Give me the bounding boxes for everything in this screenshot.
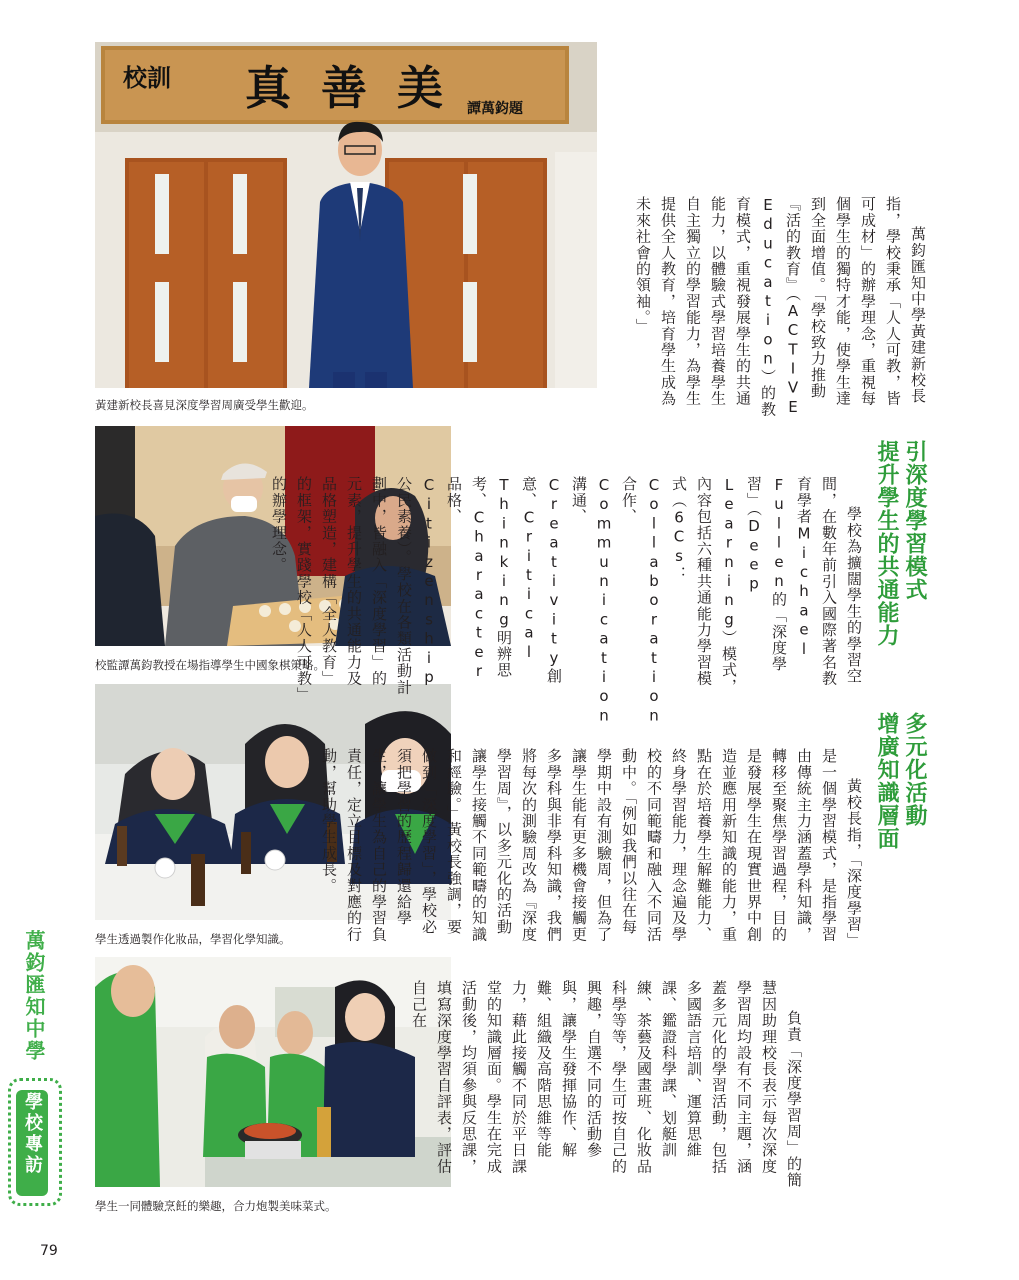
section2-heading-line1: 多元化活動 bbox=[902, 712, 927, 827]
sidebar-section-label: 學校專訪 bbox=[22, 1092, 43, 1176]
section2-paragraph: 黃校長指，「深度學習」是一個學習模式，是指學習由傳統主力涵蓋學科知識，轉移至聚焦學習過程，目的是發展學生在現實世界中創造並應用新知識的能力，重點在於培養學生解難能力、終身學習能力，理念遍及學校的不同範疇和融入不同活動中。「例如我們以往在每學期中設有測驗周，但為了讓學生能有更多機會接觸更多學科與非學科知識，我們將每次的測驗周改為『深度學習周』，以多元化的活動讓學生接觸不同範疇的知識和經驗。」黃校長強調，要做到「深度學習」，學校必須把學習的歷程歸還給學生，讓學生為自己的學習負責任，定立目標及對應的行動，幫助學生成長。 bbox=[320, 748, 863, 943]
section1-heading-line1: 引深度學習模式 bbox=[902, 440, 927, 601]
section1-body bbox=[270, 476, 866, 726]
section1-heading bbox=[872, 440, 928, 650]
section1-heading-line2: 提升學生的共通能力 bbox=[874, 440, 899, 647]
sign-motto: 校訓 bbox=[123, 63, 171, 92]
section2-paragraph-2: 負責「深度學習周」的簡慧因助理校長表示每次深度學習周均設有不同主題，涵蓋多元化的學習活動，包括多國語言培訓、運算思維課、鑑證科學課、划艇訓練、茶藝及國畫班、化妝品科學等等，學生可按自己的興趣，自選不同的活動參與，讓學生發揮協作、解難、組織及高階思維等能力，藉此接觸不同於平日課堂的知識層面。學生在完成活動後，均須參與反思課，填寫深度學習自評表，評估自己在 bbox=[410, 980, 803, 1189]
caption-chess: 校監譚萬鈞教授在場指導學生中國象棋策略。 bbox=[95, 658, 325, 672]
page-number: 79 bbox=[40, 1243, 58, 1259]
photo-cooking-illustration bbox=[95, 957, 451, 1187]
photo-principal bbox=[95, 42, 597, 388]
caption-principal: 黃建新校長喜見深度學習周廣受學生歡迎。 bbox=[95, 398, 314, 412]
section2-body-a bbox=[320, 748, 866, 944]
intro-text bbox=[634, 196, 930, 418]
section2-body-b bbox=[410, 980, 806, 1190]
sign-signature: 譚萬鈞題 bbox=[467, 101, 523, 117]
photo-cooking bbox=[95, 957, 451, 1187]
section2-heading bbox=[872, 712, 928, 872]
section1-paragraph: 學校為擴闊學生的學習空間，在數年前引入國際著名教育學者Michael Fullen的「深度學習」（Deep Learning）模式，內容包括六種共通能力學習模式（6Cs：Collaboration合作、Communication溝通、Creativity創意、Critical Thinking明辨思考、Character品格、Citizenship公民素養）。學校在各類活動計劃中，皆融入「深度學習」的元素，提升學生的共通能力及品格塑造，建構「全人教育」的框架，實踐學校「人人可教」的辦學理念。 bbox=[270, 476, 863, 726]
sign-title: 真善美 bbox=[245, 61, 473, 115]
intro-paragraph: 萬鈞匯知中學黃建新校長指，學校秉承「人人可教，皆可成材」的辦學理念，重視每個學生的獨特才能，使學生達到全面增值。「學校致力推動『活的教育』（ACTIVE Education）的教育模式，重視發展學生的共通能力，以體驗式學習培養學生自主獨立的學習能力，為學生提供全人教育，培育學生成為未來社會的領袖。」 bbox=[634, 196, 927, 418]
caption-cooking: 學生一同體驗烹飪的樂趣，合力炮製美味菜式。 bbox=[95, 1199, 337, 1213]
caption-cosmetics: 學生透過製作化妝品，學習化學知識。 bbox=[95, 932, 291, 946]
sidebar-school-name: 萬鈞匯知中學 bbox=[22, 930, 46, 1062]
section2-heading-line2: 增廣知識層面 bbox=[874, 712, 899, 850]
